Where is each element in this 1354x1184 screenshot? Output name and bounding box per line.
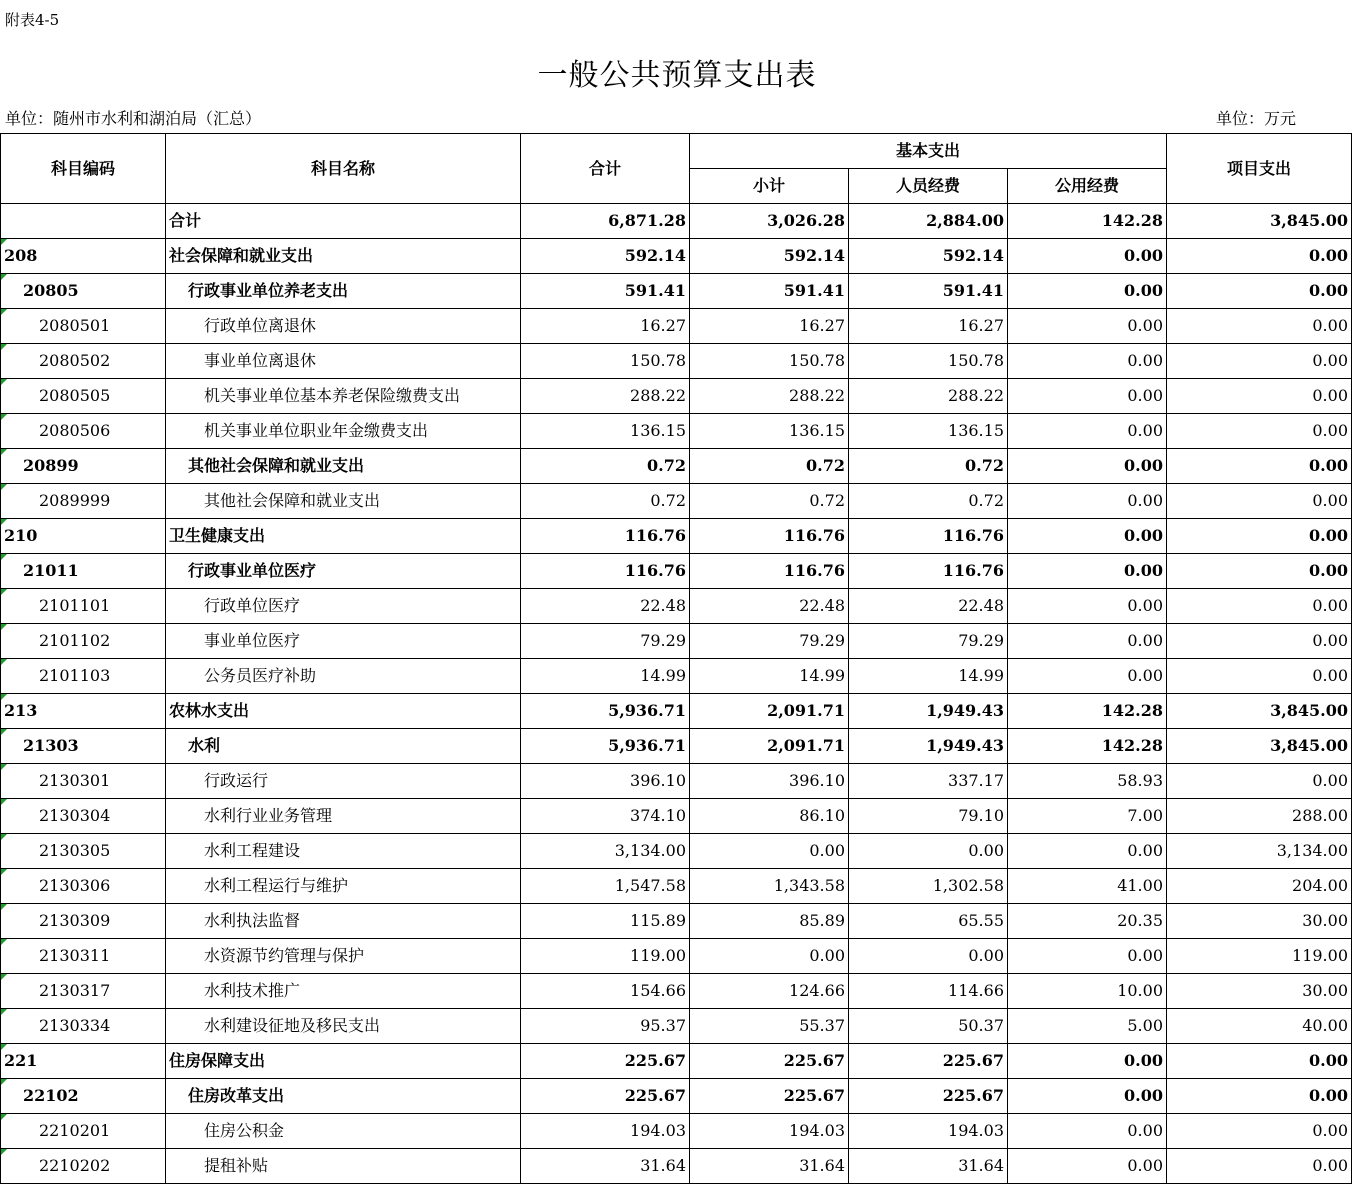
- cell-subtotal: 396.10: [690, 764, 849, 799]
- cell-subtotal: 0.00: [690, 834, 849, 869]
- cell-name: 农林水支出: [166, 694, 521, 729]
- header-basic: 基本支出: [690, 134, 1167, 169]
- cell-project: 288.00: [1167, 799, 1352, 834]
- cell-personnel: 136.15: [849, 414, 1008, 449]
- cell-code: 2080501: [1, 309, 166, 344]
- cell-personnel: 288.22: [849, 379, 1008, 414]
- cell-personnel: 225.67: [849, 1079, 1008, 1114]
- cell-public: 0.00: [1008, 379, 1167, 414]
- cell-code: 2130304: [1, 799, 166, 834]
- cell-project: 0.00: [1167, 519, 1352, 554]
- cell-public: 0.00: [1008, 519, 1167, 554]
- cell-subtotal: 55.37: [690, 1009, 849, 1044]
- cell-subtotal: 124.66: [690, 974, 849, 1009]
- cell-total: 115.89: [521, 904, 690, 939]
- cell-name: 行政事业单位医疗: [166, 554, 521, 589]
- cell-public: 0.00: [1008, 484, 1167, 519]
- cell-name: 机关事业单位职业年金缴费支出: [166, 414, 521, 449]
- cell-subtotal: 225.67: [690, 1044, 849, 1079]
- table-row: [1, 1079, 1352, 1114]
- cell-code: 2080506: [1, 414, 166, 449]
- cell-project: 0.00: [1167, 414, 1352, 449]
- cell-total: 3,134.00: [521, 834, 690, 869]
- cell-total: 0.72: [521, 484, 690, 519]
- cell-code: 20805: [1, 274, 166, 309]
- cell-project: 3,845.00: [1167, 204, 1352, 239]
- cell-name: 社会保障和就业支出: [166, 239, 521, 274]
- cell-public: 0.00: [1008, 834, 1167, 869]
- cell-personnel: 22.48: [849, 589, 1008, 624]
- cell-project: 3,134.00: [1167, 834, 1352, 869]
- cell-personnel: 65.55: [849, 904, 1008, 939]
- cell-subtotal: 0.72: [690, 449, 849, 484]
- cell-public: 0.00: [1008, 1114, 1167, 1149]
- cell-code: 2210201: [1, 1114, 166, 1149]
- cell-name: 机关事业单位基本养老保险缴费支出: [166, 379, 521, 414]
- cell-personnel: 2,884.00: [849, 204, 1008, 239]
- cell-personnel: 1,302.58: [849, 869, 1008, 904]
- header-project: 项目支出: [1167, 134, 1352, 204]
- cell-name: 卫生健康支出: [166, 519, 521, 554]
- cell-personnel: 337.17: [849, 764, 1008, 799]
- cell-public: 0.00: [1008, 449, 1167, 484]
- table-header: [1, 134, 1352, 204]
- cell-personnel: 150.78: [849, 344, 1008, 379]
- cell-total: 374.10: [521, 799, 690, 834]
- cell-name: 水利行业业务管理: [166, 799, 521, 834]
- cell-subtotal: 1,343.58: [690, 869, 849, 904]
- cell-subtotal: 14.99: [690, 659, 849, 694]
- cell-personnel: 591.41: [849, 274, 1008, 309]
- cell-public: 7.00: [1008, 799, 1167, 834]
- cell-personnel: 0.72: [849, 449, 1008, 484]
- cell-total: 136.15: [521, 414, 690, 449]
- cell-public: 0.00: [1008, 414, 1167, 449]
- header-name: 科目名称: [166, 134, 521, 204]
- cell-name: 行政事业单位养老支出: [166, 274, 521, 309]
- cell-subtotal: 0.72: [690, 484, 849, 519]
- table-row: [1, 869, 1352, 904]
- cell-public: 41.00: [1008, 869, 1167, 904]
- cell-code: 2130317: [1, 974, 166, 1009]
- cell-subtotal: 116.76: [690, 554, 849, 589]
- cell-code: 22102: [1, 1079, 166, 1114]
- cell-total: 288.22: [521, 379, 690, 414]
- cell-subtotal: 0.00: [690, 939, 849, 974]
- cell-code: 2130305: [1, 834, 166, 869]
- page-title: 一般公共预算支出表: [537, 58, 817, 93]
- cell-total: 5,936.71: [521, 694, 690, 729]
- table-row: [1, 764, 1352, 799]
- cell-project: 0.00: [1167, 1044, 1352, 1079]
- unit-organization: 单位：随州市水利和湖泊局（汇总）: [5, 109, 262, 128]
- cell-name: 水利工程建设: [166, 834, 521, 869]
- cell-code: 2080505: [1, 379, 166, 414]
- cell-subtotal: 16.27: [690, 309, 849, 344]
- cell-project: 119.00: [1167, 939, 1352, 974]
- cell-subtotal: 2,091.71: [690, 729, 849, 764]
- cell-name: 住房改革支出: [166, 1079, 521, 1114]
- table-row: [1, 309, 1352, 344]
- cell-name: 其他社会保障和就业支出: [166, 449, 521, 484]
- cell-subtotal: 22.48: [690, 589, 849, 624]
- cell-name: 事业单位离退休: [166, 344, 521, 379]
- cell-personnel: 592.14: [849, 239, 1008, 274]
- cell-project: 0.00: [1167, 1149, 1352, 1184]
- cell-code: 2130309: [1, 904, 166, 939]
- cell-name: 住房公积金: [166, 1114, 521, 1149]
- cell-public: 20.35: [1008, 904, 1167, 939]
- header-code: 科目编码: [1, 134, 166, 204]
- table-row: [1, 1149, 1352, 1184]
- table-row: [1, 484, 1352, 519]
- cell-public: 0.00: [1008, 624, 1167, 659]
- cell-code: 2130334: [1, 1009, 166, 1044]
- table-row: [1, 519, 1352, 554]
- cell-name: 行政运行: [166, 764, 521, 799]
- cell-public: 0.00: [1008, 589, 1167, 624]
- cell-project: 0.00: [1167, 239, 1352, 274]
- cell-code: 210: [1, 519, 166, 554]
- cell-code: 20899: [1, 449, 166, 484]
- cell-name: 水利执法监督: [166, 904, 521, 939]
- cell-project: 0.00: [1167, 344, 1352, 379]
- cell-public: 0.00: [1008, 939, 1167, 974]
- cell-personnel: 14.99: [849, 659, 1008, 694]
- cell-name: 事业单位医疗: [166, 624, 521, 659]
- cell-personnel: 116.76: [849, 519, 1008, 554]
- table-row: [1, 204, 1352, 239]
- cell-personnel: 79.10: [849, 799, 1008, 834]
- table-row: [1, 694, 1352, 729]
- table-row: [1, 624, 1352, 659]
- cell-total: 116.76: [521, 554, 690, 589]
- table-row: [1, 904, 1352, 939]
- cell-code: 221: [1, 1044, 166, 1079]
- cell-code: 2080502: [1, 344, 166, 379]
- cell-subtotal: 592.14: [690, 239, 849, 274]
- cell-total: 14.99: [521, 659, 690, 694]
- cell-public: 0.00: [1008, 344, 1167, 379]
- cell-code: 208: [1, 239, 166, 274]
- table-row: [1, 939, 1352, 974]
- cell-name: 行政单位离退休: [166, 309, 521, 344]
- cell-total: 0.72: [521, 449, 690, 484]
- cell-personnel: 0.72: [849, 484, 1008, 519]
- cell-subtotal: 86.10: [690, 799, 849, 834]
- table-body: [1, 204, 1352, 1184]
- cell-total: 119.00: [521, 939, 690, 974]
- table-row: [1, 799, 1352, 834]
- cell-name: 水利工程运行与维护: [166, 869, 521, 904]
- cell-project: 0.00: [1167, 1079, 1352, 1114]
- cell-code: 2130311: [1, 939, 166, 974]
- header-subtotal: 小计: [690, 169, 849, 204]
- cell-total: 150.78: [521, 344, 690, 379]
- cell-personnel: 225.67: [849, 1044, 1008, 1079]
- cell-public: 58.93: [1008, 764, 1167, 799]
- cell-name: 住房保障支出: [166, 1044, 521, 1079]
- table-row: [1, 729, 1352, 764]
- cell-total: 116.76: [521, 519, 690, 554]
- cell-project: 0.00: [1167, 764, 1352, 799]
- cell-name: 其他社会保障和就业支出: [166, 484, 521, 519]
- cell-name: 水利建设征地及移民支出: [166, 1009, 521, 1044]
- cell-total: 6,871.28: [521, 204, 690, 239]
- attachment-label: 附表4-5: [5, 11, 60, 29]
- cell-code: 2130306: [1, 869, 166, 904]
- cell-personnel: 116.76: [849, 554, 1008, 589]
- cell-personnel: 114.66: [849, 974, 1008, 1009]
- cell-public: 0.00: [1008, 659, 1167, 694]
- header-total: 合计: [521, 134, 690, 204]
- cell-project: 0.00: [1167, 449, 1352, 484]
- cell-subtotal: 225.67: [690, 1079, 849, 1114]
- cell-total: 1,547.58: [521, 869, 690, 904]
- cell-name: 公务员医疗补助: [166, 659, 521, 694]
- cell-subtotal: 194.03: [690, 1114, 849, 1149]
- cell-code: 2101101: [1, 589, 166, 624]
- cell-project: 3,845.00: [1167, 694, 1352, 729]
- cell-subtotal: 31.64: [690, 1149, 849, 1184]
- table-row: [1, 554, 1352, 589]
- cell-total: 31.64: [521, 1149, 690, 1184]
- cell-public: 0.00: [1008, 1149, 1167, 1184]
- table-row: [1, 974, 1352, 1009]
- cell-project: 0.00: [1167, 484, 1352, 519]
- cell-total: 194.03: [521, 1114, 690, 1149]
- cell-name: 水利: [166, 729, 521, 764]
- cell-project: 3,845.00: [1167, 729, 1352, 764]
- table-row: [1, 239, 1352, 274]
- cell-total: 225.67: [521, 1079, 690, 1114]
- cell-code: 21303: [1, 729, 166, 764]
- cell-name: 合计: [166, 204, 521, 239]
- cell-total: 79.29: [521, 624, 690, 659]
- table-row: [1, 449, 1352, 484]
- table-row: [1, 344, 1352, 379]
- cell-public: 0.00: [1008, 1044, 1167, 1079]
- cell-total: 225.67: [521, 1044, 690, 1079]
- cell-project: 30.00: [1167, 904, 1352, 939]
- unit-currency: 单位：万元: [1216, 109, 1297, 128]
- cell-total: 95.37: [521, 1009, 690, 1044]
- cell-name: 水资源节约管理与保护: [166, 939, 521, 974]
- cell-name: 提租补贴: [166, 1149, 521, 1184]
- cell-public: 0.00: [1008, 309, 1167, 344]
- cell-code: 2101102: [1, 624, 166, 659]
- cell-personnel: 0.00: [849, 834, 1008, 869]
- cell-personnel: 79.29: [849, 624, 1008, 659]
- cell-subtotal: 79.29: [690, 624, 849, 659]
- cell-project: 40.00: [1167, 1009, 1352, 1044]
- table-row: [1, 414, 1352, 449]
- cell-public: 142.28: [1008, 204, 1167, 239]
- cell-code: 213: [1, 694, 166, 729]
- cell-project: 0.00: [1167, 589, 1352, 624]
- table-row: [1, 1044, 1352, 1079]
- cell-subtotal: 591.41: [690, 274, 849, 309]
- cell-total: 592.14: [521, 239, 690, 274]
- cell-subtotal: 2,091.71: [690, 694, 849, 729]
- cell-project: 0.00: [1167, 379, 1352, 414]
- cell-total: 5,936.71: [521, 729, 690, 764]
- cell-project: 0.00: [1167, 309, 1352, 344]
- cell-code: 21011: [1, 554, 166, 589]
- cell-project: 0.00: [1167, 624, 1352, 659]
- table-row: [1, 274, 1352, 309]
- cell-project: 0.00: [1167, 1114, 1352, 1149]
- cell-subtotal: 150.78: [690, 344, 849, 379]
- cell-total: 16.27: [521, 309, 690, 344]
- cell-total: 154.66: [521, 974, 690, 1009]
- cell-public: 142.28: [1008, 729, 1167, 764]
- header-public: 公用经费: [1008, 169, 1167, 204]
- table-row: [1, 589, 1352, 624]
- cell-project: 30.00: [1167, 974, 1352, 1009]
- cell-code: 2089999: [1, 484, 166, 519]
- header-personnel: 人员经费: [849, 169, 1008, 204]
- cell-public: 0.00: [1008, 554, 1167, 589]
- cell-public: 142.28: [1008, 694, 1167, 729]
- budget-table: [0, 133, 1352, 1184]
- table-row: [1, 1114, 1352, 1149]
- cell-total: 22.48: [521, 589, 690, 624]
- cell-subtotal: 136.15: [690, 414, 849, 449]
- cell-project: 0.00: [1167, 274, 1352, 309]
- cell-personnel: 16.27: [849, 309, 1008, 344]
- cell-code: 2101103: [1, 659, 166, 694]
- cell-public: 0.00: [1008, 1079, 1167, 1114]
- cell-personnel: 0.00: [849, 939, 1008, 974]
- cell-subtotal: 85.89: [690, 904, 849, 939]
- cell-public: 5.00: [1008, 1009, 1167, 1044]
- cell-project: 0.00: [1167, 554, 1352, 589]
- cell-subtotal: 288.22: [690, 379, 849, 414]
- cell-project: 204.00: [1167, 869, 1352, 904]
- cell-personnel: 50.37: [849, 1009, 1008, 1044]
- cell-name: 行政单位医疗: [166, 589, 521, 624]
- cell-subtotal: 3,026.28: [690, 204, 849, 239]
- cell-subtotal: 116.76: [690, 519, 849, 554]
- cell-public: 10.00: [1008, 974, 1167, 1009]
- cell-name: 水利技术推广: [166, 974, 521, 1009]
- cell-total: 591.41: [521, 274, 690, 309]
- cell-personnel: 1,949.43: [849, 694, 1008, 729]
- cell-personnel: 31.64: [849, 1149, 1008, 1184]
- table-row: [1, 1009, 1352, 1044]
- cell-personnel: 1,949.43: [849, 729, 1008, 764]
- cell-code: 2130301: [1, 764, 166, 799]
- table-row: [1, 659, 1352, 694]
- cell-code: [1, 204, 166, 239]
- table-row: [1, 834, 1352, 869]
- cell-total: 396.10: [521, 764, 690, 799]
- cell-public: 0.00: [1008, 239, 1167, 274]
- table-row: [1, 379, 1352, 414]
- cell-project: 0.00: [1167, 659, 1352, 694]
- cell-personnel: 194.03: [849, 1114, 1008, 1149]
- cell-code: 2210202: [1, 1149, 166, 1184]
- cell-public: 0.00: [1008, 274, 1167, 309]
